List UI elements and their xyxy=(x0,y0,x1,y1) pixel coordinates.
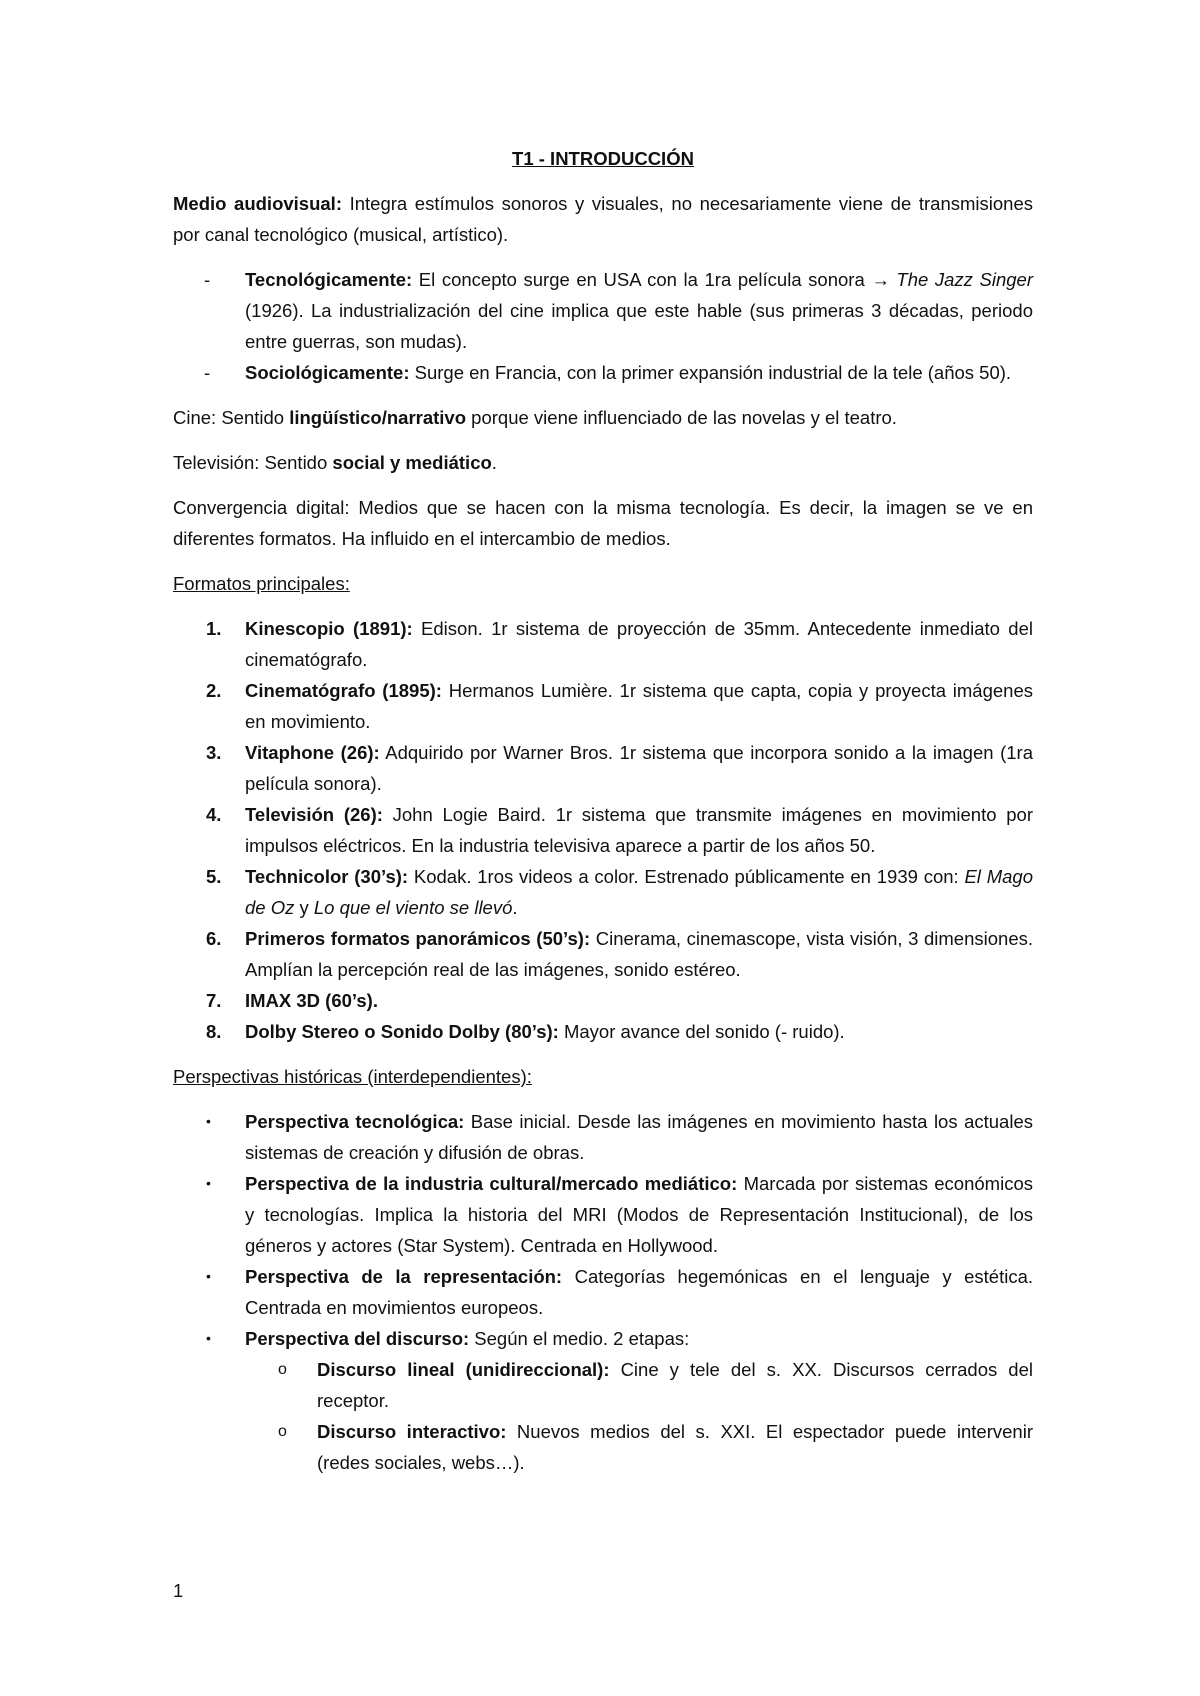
item-text: (1926). La industrialización del cine implica que este hable (sus primeras 3 décadas, periodo entre guerras, son mudas). xyxy=(245,300,1033,352)
list-marker: 5. xyxy=(206,866,222,887)
cine-paragraph xyxy=(173,402,1033,433)
list-item xyxy=(173,923,1033,985)
item-text: . xyxy=(512,897,518,918)
item-term: IMAX 3D (60’s). xyxy=(245,990,378,1011)
tele-bold: social y mediático xyxy=(332,452,492,473)
list-item xyxy=(173,1168,1033,1261)
document-body xyxy=(173,143,1033,1492)
list-item xyxy=(245,1416,1033,1478)
item-term: Cinematógrafo (1895): xyxy=(245,680,442,701)
item-text: y xyxy=(294,897,314,918)
item-text: Marcada por sistemas económicos y tecnologías. Implica la historia del MRI (Modos de Representación Institucional), de los géneros y actores (Star System). Centrada en Hollywood. xyxy=(245,1173,1033,1256)
item-text: Surge en Francia, con la primer expansión industrial de la tele (años 50). xyxy=(409,362,1012,383)
item-text: El concepto surge en USA con la 1ra película sonora → xyxy=(412,269,897,290)
list-marker: - xyxy=(204,362,211,383)
item-term: Perspectiva de la representación: xyxy=(245,1266,563,1287)
item-term: Perspectiva de la industria cultural/mercado mediático: xyxy=(245,1173,738,1194)
item-term: Technicolor (30’s): xyxy=(245,866,409,887)
bullet-icon: • xyxy=(206,1330,211,1346)
item-term: Dolby Stereo o Sonido Dolby (80’s): xyxy=(245,1021,559,1042)
item-italic: El Mago de Oz xyxy=(245,866,1033,918)
item-text: Base inicial. Desde las imágenes en movimiento hasta los actuales sistemas de creación y difusión de obras. xyxy=(245,1111,1033,1163)
bullet-icon: • xyxy=(206,1113,211,1129)
circle-bullet-icon: o xyxy=(278,1423,287,1440)
item-term: Vitaphone (26): xyxy=(245,742,380,763)
formatos-heading xyxy=(173,568,1033,599)
list-marker: 3. xyxy=(206,742,222,763)
list-marker: 1. xyxy=(206,618,222,639)
tele-paragraph xyxy=(173,447,1033,478)
intro-text: Integra estímulos sonoros y visuales, no necesariamente viene de transmisiones por canal tecnológico (musical, artístico). xyxy=(173,193,1033,245)
list-item xyxy=(173,799,1033,861)
item-text: Según el medio. 2 etapas: xyxy=(469,1328,690,1349)
formatos-heading-text: Formatos principales: xyxy=(173,573,350,594)
perspectivas-heading-text: Perspectivas históricas (interdependientes): xyxy=(173,1066,532,1087)
list-item xyxy=(173,737,1033,799)
list-item xyxy=(173,861,1033,923)
perspectivas-list xyxy=(173,1106,1033,1478)
list-item xyxy=(173,1261,1033,1323)
cine-prefix: Cine: Sentido xyxy=(173,407,290,428)
item-term: Televisión (26): xyxy=(245,804,383,825)
intro-paragraph xyxy=(173,188,1033,250)
list-item xyxy=(173,675,1033,737)
item-text: John Logie Baird. 1r sistema que transmite imágenes en movimiento por impulsos eléctricos. En la industria televisiva aparece a partir de los años 50. xyxy=(245,804,1033,856)
item-text: Kodak. 1ros videos a color. Estrenado públicamente en 1939 con: xyxy=(408,866,965,887)
list-marker: 4. xyxy=(206,804,222,825)
cine-bold: lingüístico/narrativo xyxy=(289,407,467,428)
item-term: Kinescopio (1891): xyxy=(245,618,413,639)
cine-suffix: porque viene influenciado de las novelas y el teatro. xyxy=(466,407,897,428)
item-text: Adquirido por Warner Bros. 1r sistema que incorpora sonido a la imagen (1ra película sonora). xyxy=(245,742,1033,794)
item-term: Tecnológicamente: xyxy=(245,269,413,290)
list-item xyxy=(173,1016,1033,1047)
item-text: Nuevos medios del s. XXI. El espectador puede intervenir (redes sociales, webs…). xyxy=(317,1421,1033,1473)
list-item xyxy=(173,357,1033,388)
item-text: Hermanos Lumière. 1r sistema que capta, copia y proyecta imágenes en movimiento. xyxy=(245,680,1033,732)
formatos-list xyxy=(173,613,1033,1047)
tele-prefix: Televisión: Sentido xyxy=(173,452,333,473)
bullet-icon: • xyxy=(206,1268,211,1284)
item-term: Perspectiva del discurso: xyxy=(245,1328,470,1349)
item-term: Discurso interactivo: xyxy=(317,1421,507,1442)
list-marker: 6. xyxy=(206,928,222,949)
list-item xyxy=(173,985,1033,1016)
list-marker: 2. xyxy=(206,680,222,701)
page-title: T1 - INTRODUCCIÓN xyxy=(512,148,694,169)
list-item xyxy=(173,613,1033,675)
item-text: Cinerama, cinemascope, vista visión, 3 dimensiones. Amplían la percepción real de las imágenes, sonido estéreo. xyxy=(245,928,1033,980)
item-term: Sociológicamente: xyxy=(245,362,410,383)
list-item xyxy=(173,264,1033,357)
discursos-list xyxy=(245,1354,1033,1478)
circle-bullet-icon: o xyxy=(278,1361,287,1378)
perspectivas-heading xyxy=(173,1061,1033,1092)
item-text: Edison. 1r sistema de proyección de 35mm. Antecedente inmediato del cinematógrafo. xyxy=(245,618,1033,670)
convergencia-paragraph: Convergencia digital: Medios que se hacen con la misma tecnología. Es decir, la imagen se ve en diferentes formatos. Ha influido en el intercambio de medios. xyxy=(173,497,1033,549)
list-marker: - xyxy=(204,269,211,290)
item-text: Cine y tele del s. XX. Discursos cerrados del receptor. xyxy=(317,1359,1033,1411)
tele-suffix: . xyxy=(491,452,497,473)
item-term: Perspectiva tecnológica: xyxy=(245,1111,465,1132)
item-italic: The Jazz Singer xyxy=(896,269,1033,290)
list-marker: 8. xyxy=(206,1021,222,1042)
item-italic: Lo que el viento se llevó xyxy=(313,897,513,918)
list-marker: 7. xyxy=(206,990,222,1011)
item-text: Categorías hegemónicas en el lenguaje y estética. Centrada en movimientos europeos. xyxy=(245,1266,1034,1318)
list-item xyxy=(245,1354,1033,1416)
item-term: Discurso lineal (unidireccional): xyxy=(317,1359,610,1380)
page-number: 1 xyxy=(173,1580,184,1601)
item-term: Primeros formatos panorámicos (50’s): xyxy=(245,928,591,949)
intro-term: Medio audiovisual: xyxy=(173,193,342,214)
bullet-icon: • xyxy=(206,1175,211,1191)
item-text: Mayor avance del sonido (- ruido). xyxy=(558,1021,845,1042)
aspects-list xyxy=(173,264,1033,388)
list-item xyxy=(173,1323,1033,1478)
list-item xyxy=(173,1106,1033,1168)
